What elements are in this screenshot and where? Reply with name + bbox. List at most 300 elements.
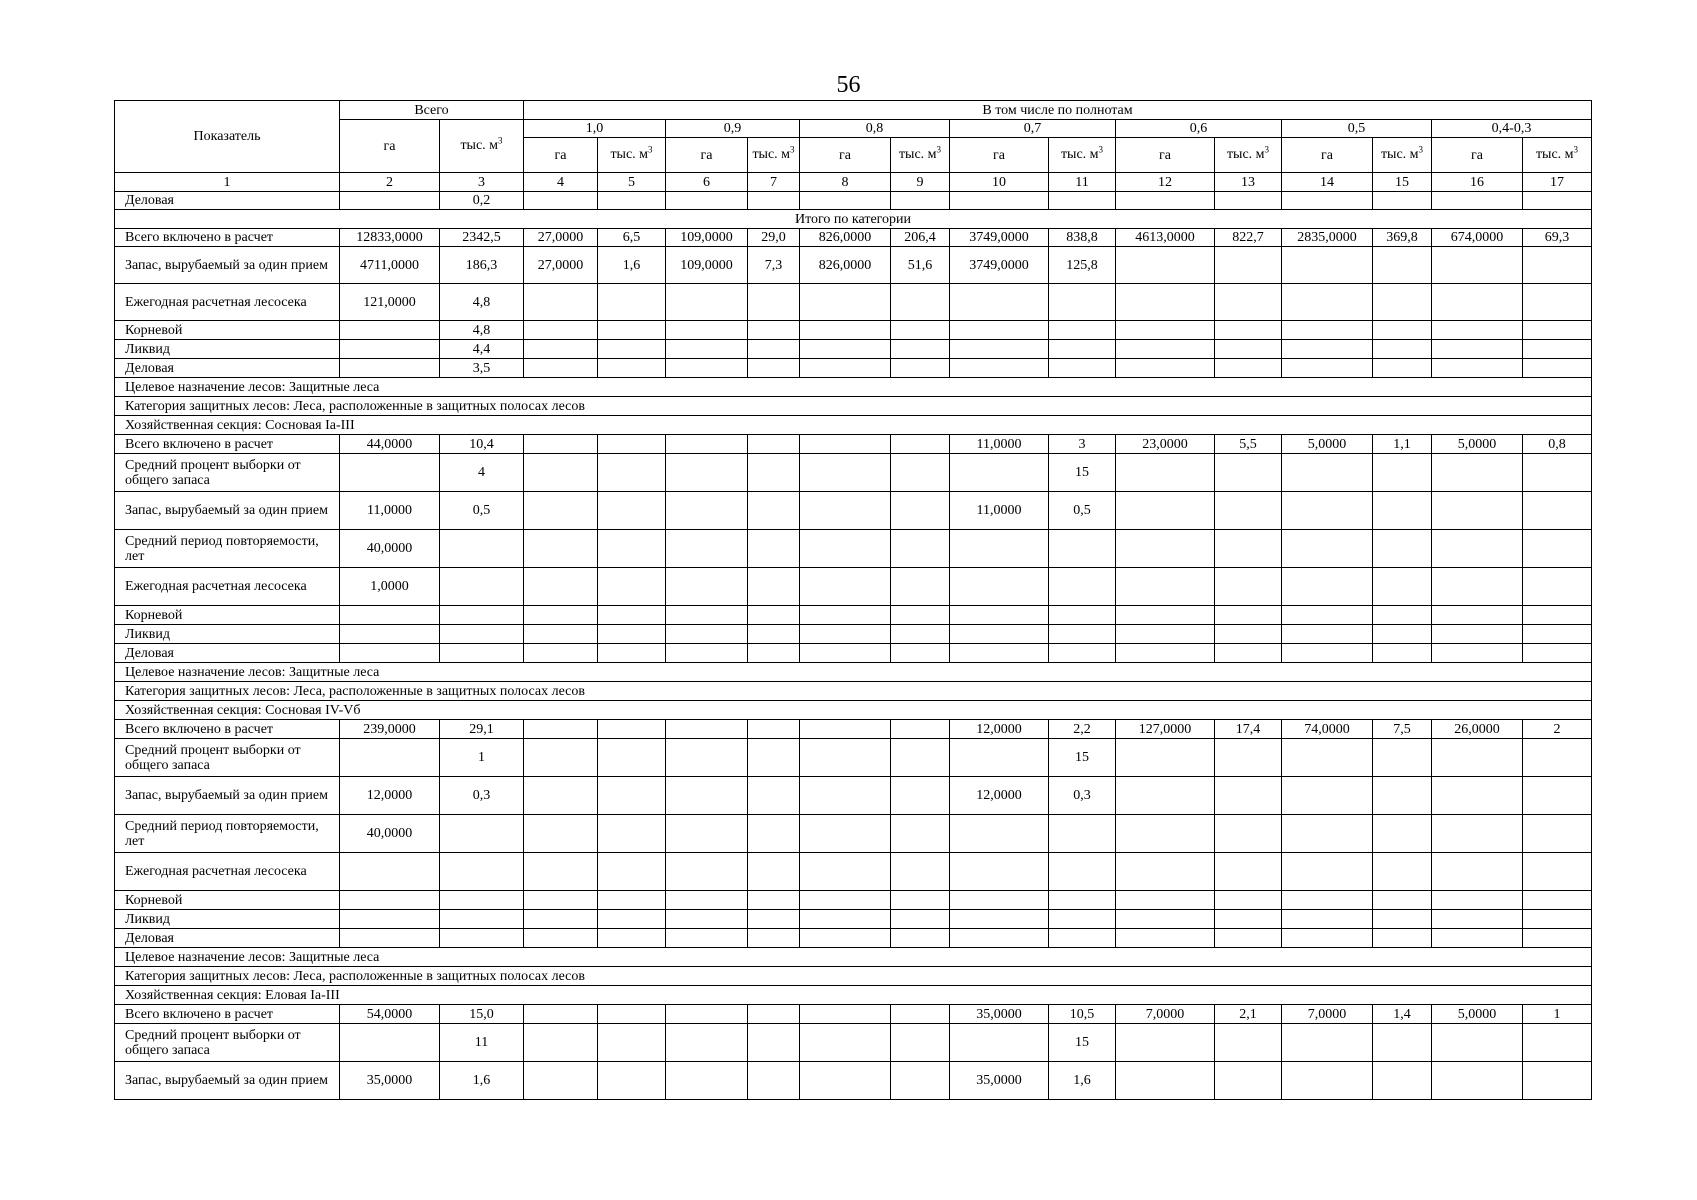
table-cell <box>1215 929 1282 948</box>
table-cell <box>1282 625 1373 644</box>
table-cell: 826,0000 <box>800 229 891 247</box>
column-number-row <box>115 173 1592 192</box>
table-cell <box>1432 1024 1523 1062</box>
table-cell <box>1215 1062 1282 1100</box>
header-unit-ha: га <box>950 138 1049 173</box>
table-cell <box>666 625 748 644</box>
table-cell: 127,0000 <box>1116 720 1215 739</box>
table-cell <box>950 192 1049 210</box>
table-cell <box>1049 929 1116 948</box>
section-heading: Категория защитных лесов: Леса, расположенные в защитных полосах лесов <box>115 682 1592 701</box>
table-cell: 0,5 <box>440 492 524 530</box>
table-cell <box>598 192 666 210</box>
column-number: 15 <box>1373 173 1432 192</box>
row-label: Средний период повторяемости, лет <box>115 815 340 853</box>
table-cell: 239,0000 <box>340 720 440 739</box>
table-cell: 27,0000 <box>524 247 598 284</box>
row-label: Средний процент выборки от общего запаса <box>115 739 340 777</box>
table-cell <box>1373 568 1432 606</box>
table-cell <box>1282 340 1373 359</box>
table-cell <box>666 1024 748 1062</box>
table-cell: 121,0000 <box>340 284 440 321</box>
table-cell <box>598 530 666 568</box>
table-cell: 125,8 <box>1049 247 1116 284</box>
table-cell <box>1049 192 1116 210</box>
row-label: Ежегодная расчетная лесосека <box>115 568 340 606</box>
table-cell <box>598 1024 666 1062</box>
section-row <box>115 967 1592 986</box>
table-cell <box>1116 815 1215 853</box>
table-cell <box>1116 340 1215 359</box>
table-cell: 674,0000 <box>1432 229 1523 247</box>
table-cell <box>1373 777 1432 815</box>
table-cell: 0,2 <box>440 192 524 210</box>
table-cell <box>440 891 524 910</box>
table-cell <box>891 777 950 815</box>
row-label: Ликвид <box>115 910 340 929</box>
table-cell <box>748 910 800 929</box>
table-cell <box>800 777 891 815</box>
table-cell <box>1373 891 1432 910</box>
table-row <box>115 435 1592 454</box>
header-density-4: 0,6 <box>1116 120 1282 138</box>
table-cell <box>1282 247 1373 284</box>
table-cell: 10,4 <box>440 435 524 454</box>
table-cell <box>1282 777 1373 815</box>
table-cell <box>1116 739 1215 777</box>
table-cell <box>1215 606 1282 625</box>
table-cell <box>1049 606 1116 625</box>
table-cell <box>950 359 1049 378</box>
table-cell: 206,4 <box>891 229 950 247</box>
table-cell <box>666 1005 748 1024</box>
table-cell <box>800 568 891 606</box>
table-cell <box>1432 891 1523 910</box>
row-label: Всего включено в расчет <box>115 720 340 739</box>
table-cell <box>891 435 950 454</box>
table-row <box>115 492 1592 530</box>
table-cell <box>1049 644 1116 663</box>
table-cell <box>1432 644 1523 663</box>
table-cell <box>340 644 440 663</box>
row-label: Средний процент выборки от общего запаса <box>115 1024 340 1062</box>
table-cell <box>1523 530 1592 568</box>
table-cell <box>598 625 666 644</box>
table-cell <box>891 929 950 948</box>
table-cell <box>340 891 440 910</box>
table-cell <box>666 739 748 777</box>
table-cell <box>1116 359 1215 378</box>
table-row <box>115 720 1592 739</box>
row-label: Средний период повторяемости, лет <box>115 530 340 568</box>
table-cell <box>440 815 524 853</box>
table-cell <box>1215 530 1282 568</box>
column-number: 13 <box>1215 173 1282 192</box>
table-cell <box>1116 192 1215 210</box>
table-cell: 3 <box>1049 435 1116 454</box>
row-label: Средний процент выборки от общего запаса <box>115 454 340 492</box>
table-cell: 109,0000 <box>666 247 748 284</box>
table-cell <box>666 530 748 568</box>
table-cell <box>524 1024 598 1062</box>
column-number: 2 <box>340 173 440 192</box>
header-indicator: Показатель <box>115 101 340 173</box>
table-cell: 1,0000 <box>340 568 440 606</box>
table-cell <box>891 853 950 891</box>
table-cell <box>598 853 666 891</box>
table-cell <box>891 739 950 777</box>
table-cell <box>1116 492 1215 530</box>
table-cell <box>524 815 598 853</box>
table-cell <box>748 530 800 568</box>
table-cell <box>1523 321 1592 340</box>
table-cell <box>800 340 891 359</box>
table-cell <box>800 815 891 853</box>
table-cell <box>340 192 440 210</box>
table-cell <box>666 340 748 359</box>
table-cell: 15,0 <box>440 1005 524 1024</box>
table-cell <box>524 625 598 644</box>
table-cell <box>1215 625 1282 644</box>
table-cell <box>1432 192 1523 210</box>
header-unit-tm3: тыс. $м^3$ <box>748 138 800 173</box>
table-cell <box>1523 777 1592 815</box>
table-cell <box>524 359 598 378</box>
table-cell <box>666 192 748 210</box>
header-unit-ha: га <box>524 138 598 173</box>
table-cell <box>1373 910 1432 929</box>
table-body <box>115 192 1592 1100</box>
table-cell <box>891 720 950 739</box>
row-label: Деловая <box>115 644 340 663</box>
table-row <box>115 1005 1592 1024</box>
table-cell <box>598 910 666 929</box>
table-cell <box>1282 192 1373 210</box>
table-cell <box>598 568 666 606</box>
table-cell: 26,0000 <box>1432 720 1523 739</box>
table-cell <box>891 359 950 378</box>
table-cell <box>1373 530 1432 568</box>
table-cell <box>524 192 598 210</box>
table-cell: 2835,0000 <box>1282 229 1373 247</box>
table-cell <box>1116 929 1215 948</box>
table-cell <box>440 606 524 625</box>
section-row <box>115 378 1592 397</box>
column-number: 8 <box>800 173 891 192</box>
table-cell: 11 <box>440 1024 524 1062</box>
table-cell <box>1282 530 1373 568</box>
table-cell <box>800 321 891 340</box>
table-cell <box>1432 910 1523 929</box>
row-label: Ликвид <box>115 625 340 644</box>
table-cell <box>800 284 891 321</box>
table-cell <box>524 606 598 625</box>
table-cell <box>1049 625 1116 644</box>
row-label: Ликвид <box>115 340 340 359</box>
table-cell <box>1116 284 1215 321</box>
table-cell <box>1432 247 1523 284</box>
column-number: 7 <box>748 173 800 192</box>
table-row <box>115 1024 1592 1062</box>
table-cell <box>1432 853 1523 891</box>
table-cell: 1 <box>440 739 524 777</box>
table-cell: 4,8 <box>440 284 524 321</box>
table-cell <box>666 568 748 606</box>
section-row <box>115 397 1592 416</box>
header-by-density: В том числе по полнотам <box>524 101 1592 120</box>
header-unit-tm3: тыс. $м^3$ <box>1049 138 1116 173</box>
table-cell <box>1215 910 1282 929</box>
table-cell <box>1282 1024 1373 1062</box>
table-cell <box>598 815 666 853</box>
table-cell <box>598 720 666 739</box>
table-cell <box>666 1062 748 1100</box>
table-cell <box>800 891 891 910</box>
section-row <box>115 986 1592 1005</box>
row-label: Запас, вырубаемый за один прием <box>115 247 340 284</box>
header-total: Всего <box>340 101 524 120</box>
table-cell: 3749,0000 <box>950 229 1049 247</box>
section-heading: Целевое назначение лесов: Защитные леса <box>115 378 1592 397</box>
table-cell <box>1432 284 1523 321</box>
table-cell <box>666 644 748 663</box>
header-unit-tm3: тыс. $м^3$ <box>598 138 666 173</box>
header-unit-ha: га <box>1282 138 1373 173</box>
table-cell <box>950 853 1049 891</box>
table-cell: 0,3 <box>1049 777 1116 815</box>
table-cell <box>524 777 598 815</box>
table-cell <box>800 1005 891 1024</box>
table-cell <box>440 929 524 948</box>
table-cell <box>1432 1062 1523 1100</box>
table-cell: 1,4 <box>1373 1005 1432 1024</box>
table-cell <box>1049 568 1116 606</box>
table-cell <box>524 530 598 568</box>
table-row <box>115 530 1592 568</box>
table-cell <box>891 1024 950 1062</box>
table-row <box>115 891 1592 910</box>
table-cell: 5,5 <box>1215 435 1282 454</box>
table-cell <box>1215 340 1282 359</box>
table-cell: 7,0000 <box>1282 1005 1373 1024</box>
table-row <box>115 192 1592 210</box>
table-cell <box>1282 606 1373 625</box>
table-cell: 15 <box>1049 1024 1116 1062</box>
header-unit-tm3: тыс. $м^3$ <box>1373 138 1432 173</box>
table-cell <box>1215 815 1282 853</box>
table-cell <box>1523 853 1592 891</box>
table-cell: 4711,0000 <box>340 247 440 284</box>
table-cell <box>340 1024 440 1062</box>
table-cell <box>1373 359 1432 378</box>
column-number: 4 <box>524 173 598 192</box>
table-cell: 29,1 <box>440 720 524 739</box>
table-cell <box>950 530 1049 568</box>
table-cell <box>800 435 891 454</box>
header-unit-tm3: тыс. $м^3$ <box>1523 138 1592 173</box>
table-row <box>115 454 1592 492</box>
table-cell <box>666 777 748 815</box>
table-cell <box>598 606 666 625</box>
table-cell <box>800 1024 891 1062</box>
table-cell <box>1282 284 1373 321</box>
table-cell <box>524 929 598 948</box>
table-cell <box>524 340 598 359</box>
table-cell <box>340 625 440 644</box>
table-cell: 74,0000 <box>1282 720 1373 739</box>
table-cell <box>891 1005 950 1024</box>
section-heading: Итого по категории <box>115 210 1592 229</box>
table-cell: 3749,0000 <box>950 247 1049 284</box>
table-cell <box>598 435 666 454</box>
column-number: 11 <box>1049 173 1116 192</box>
table-cell <box>340 606 440 625</box>
table-cell <box>524 321 598 340</box>
table-cell <box>440 644 524 663</box>
column-number: 5 <box>598 173 666 192</box>
section-heading: Категория защитных лесов: Леса, расположенные в защитных полосах лесов <box>115 397 1592 416</box>
table-cell <box>1432 739 1523 777</box>
table-cell <box>1432 568 1523 606</box>
section-heading: Целевое назначение лесов: Защитные леса <box>115 948 1592 967</box>
table-row <box>115 568 1592 606</box>
table-cell <box>1523 1062 1592 1100</box>
table-cell <box>748 340 800 359</box>
table-cell: 2342,5 <box>440 229 524 247</box>
table-cell <box>1282 321 1373 340</box>
header-density-1: 0,9 <box>666 120 800 138</box>
table-cell <box>666 359 748 378</box>
table-cell <box>1432 777 1523 815</box>
table-cell: 69,3 <box>1523 229 1592 247</box>
table-cell <box>800 853 891 891</box>
table-cell <box>1116 777 1215 815</box>
table-cell <box>748 625 800 644</box>
table-cell <box>666 815 748 853</box>
table-cell <box>666 492 748 530</box>
table-row <box>115 284 1592 321</box>
table-cell <box>440 530 524 568</box>
section-row <box>115 682 1592 701</box>
table-cell <box>666 284 748 321</box>
table-cell <box>950 606 1049 625</box>
table-cell <box>748 568 800 606</box>
table-cell: 35,0000 <box>340 1062 440 1100</box>
section-heading: Целевое назначение лесов: Защитные леса <box>115 663 1592 682</box>
table-cell: 12,0000 <box>950 777 1049 815</box>
table-cell <box>1215 454 1282 492</box>
table-cell <box>440 910 524 929</box>
table-cell <box>1282 739 1373 777</box>
table-cell <box>1373 644 1432 663</box>
table-cell: 826,0000 <box>800 247 891 284</box>
row-label: Всего включено в расчет <box>115 1005 340 1024</box>
table-cell: 11,0000 <box>340 492 440 530</box>
table-cell <box>891 284 950 321</box>
table-cell: 4613,0000 <box>1116 229 1215 247</box>
header-density-5: 0,5 <box>1282 120 1432 138</box>
table-cell <box>440 853 524 891</box>
table-cell <box>1373 739 1432 777</box>
table-cell <box>1523 192 1592 210</box>
table-cell <box>1373 454 1432 492</box>
section-row <box>115 663 1592 682</box>
header-unit-ha: га <box>1432 138 1523 173</box>
table-cell: 12,0000 <box>340 777 440 815</box>
table-row <box>115 321 1592 340</box>
row-label: Всего включено в расчет <box>115 229 340 247</box>
table-cell <box>748 192 800 210</box>
table-cell <box>1373 247 1432 284</box>
table-row <box>115 625 1592 644</box>
table-cell <box>1215 492 1282 530</box>
table-cell <box>950 454 1049 492</box>
column-number: 6 <box>666 173 748 192</box>
table-cell: 10,5 <box>1049 1005 1116 1024</box>
table-cell <box>748 1062 800 1100</box>
table-cell <box>524 644 598 663</box>
table-cell <box>1215 777 1282 815</box>
table-cell <box>598 1005 666 1024</box>
table-cell <box>891 606 950 625</box>
table-cell <box>748 815 800 853</box>
table-cell <box>1215 359 1282 378</box>
table-cell <box>950 644 1049 663</box>
table-row <box>115 815 1592 853</box>
table-cell: 369,8 <box>1373 229 1432 247</box>
table-cell <box>950 284 1049 321</box>
table-cell <box>1116 853 1215 891</box>
table-cell <box>1373 815 1432 853</box>
table-cell <box>1432 454 1523 492</box>
row-label: Запас, вырубаемый за один прием <box>115 777 340 815</box>
table-cell <box>340 454 440 492</box>
table-cell <box>800 929 891 948</box>
table-cell: 7,5 <box>1373 720 1432 739</box>
table-cell <box>1116 625 1215 644</box>
table-cell <box>1373 1024 1432 1062</box>
column-number: 3 <box>440 173 524 192</box>
table-cell <box>1282 891 1373 910</box>
table-cell <box>1432 359 1523 378</box>
column-number: 1 <box>115 173 340 192</box>
table-cell: 12,0000 <box>950 720 1049 739</box>
table-cell: 11,0000 <box>950 492 1049 530</box>
table-cell <box>666 720 748 739</box>
table-cell <box>340 929 440 948</box>
table-cell <box>598 891 666 910</box>
section-heading: Хозяйственная секция: Сосновая IV-Vб <box>115 701 1592 720</box>
table-cell <box>524 568 598 606</box>
table-cell: 1 <box>1523 1005 1592 1024</box>
table-row <box>115 229 1592 247</box>
table-cell <box>524 739 598 777</box>
table-cell <box>1523 815 1592 853</box>
table-cell <box>800 454 891 492</box>
table-cell <box>666 929 748 948</box>
table-cell <box>1215 192 1282 210</box>
table-cell <box>1523 929 1592 948</box>
table-cell <box>950 321 1049 340</box>
table-cell: 23,0000 <box>1116 435 1215 454</box>
table-cell <box>748 284 800 321</box>
table-cell <box>748 644 800 663</box>
row-label: Всего включено в расчет <box>115 435 340 454</box>
column-number: 17 <box>1523 173 1592 192</box>
table-cell <box>1282 1062 1373 1100</box>
table-cell: 4 <box>440 454 524 492</box>
header-unit-tm3: тыс. $м^3$ <box>1215 138 1282 173</box>
